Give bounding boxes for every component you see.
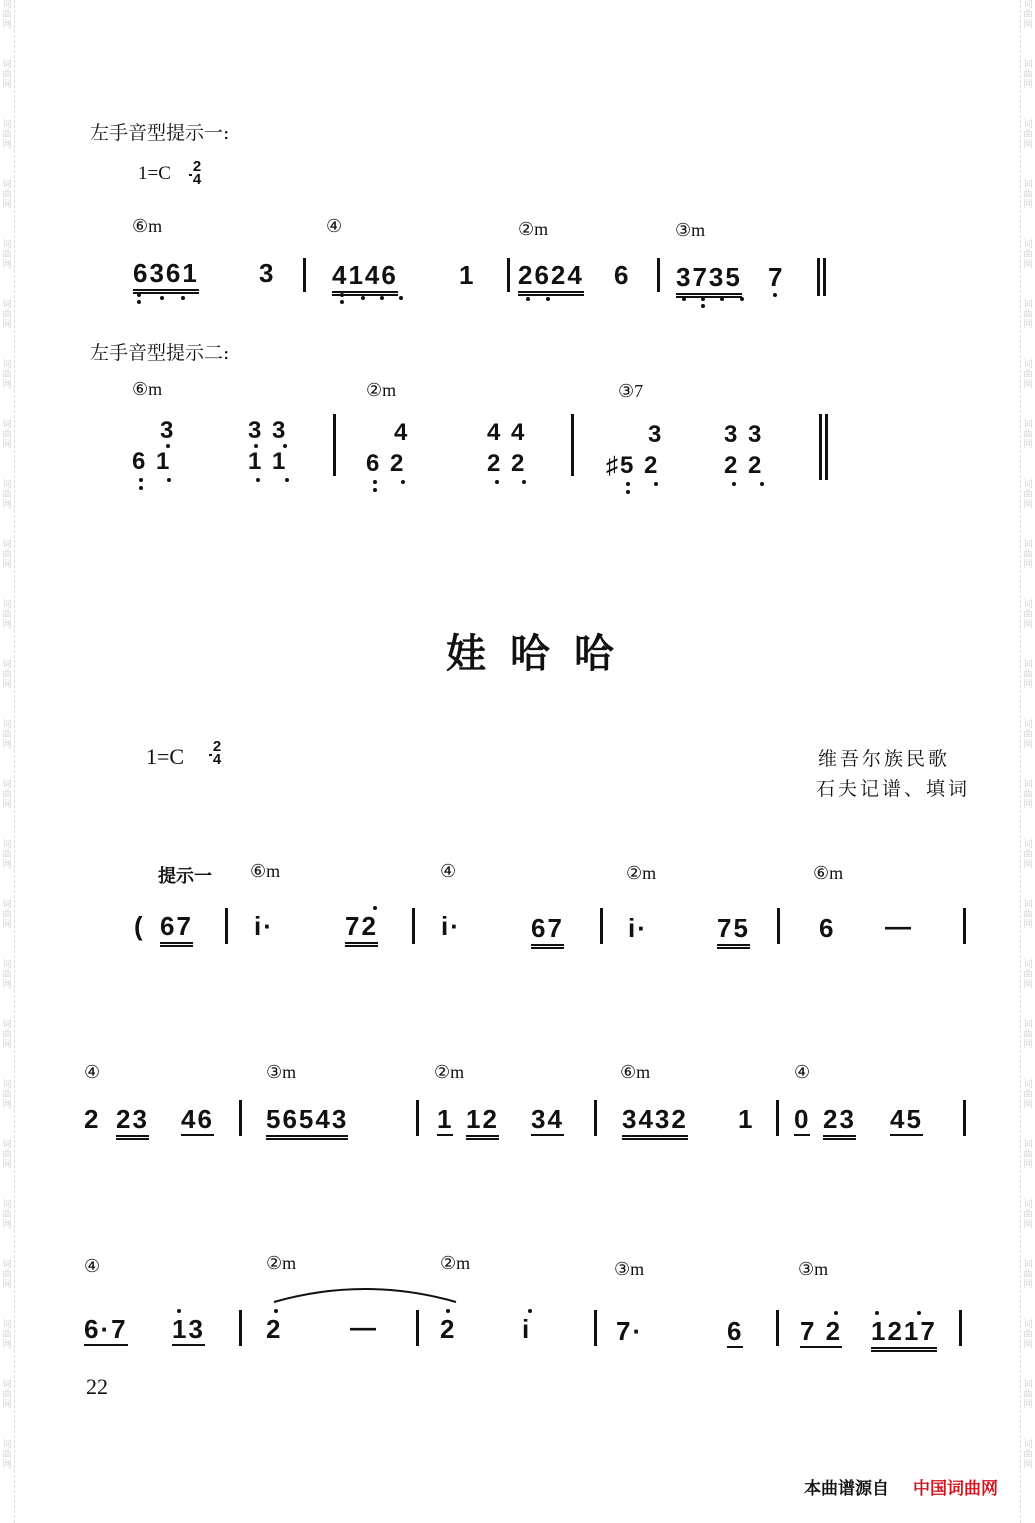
time-bottom: 4 bbox=[212, 751, 222, 768]
final-barline-thin bbox=[817, 258, 820, 296]
song-title: 娃哈哈 bbox=[446, 630, 638, 677]
chord-symbol: ⑥m bbox=[250, 861, 281, 881]
watermark-text: 词 曲 网 bbox=[2, 360, 12, 390]
barline bbox=[225, 908, 228, 944]
chord-symbol: ③m bbox=[798, 1259, 829, 1279]
chord-symbol: ⑥m bbox=[132, 379, 163, 399]
watermark-text: 词 曲 网 bbox=[1023, 540, 1033, 570]
chord-symbol: ③7 bbox=[618, 381, 644, 401]
song-time-signature bbox=[209, 740, 225, 766]
barline bbox=[776, 1310, 779, 1346]
hint-one-label: 左手音型提示一: bbox=[90, 122, 230, 144]
chord-symbol: ③m bbox=[614, 1259, 645, 1279]
final-barline-thick bbox=[823, 258, 826, 296]
watermark-text: 词 曲 网 bbox=[1023, 420, 1033, 450]
note: i· bbox=[254, 911, 274, 941]
chord-symbol: ②m bbox=[366, 380, 397, 400]
note-group: 46 bbox=[181, 1104, 214, 1134]
prompt-label: 提示一 bbox=[158, 866, 212, 887]
watermark-text: 词 曲 网 bbox=[2, 180, 12, 210]
watermark-text: 词 曲 网 bbox=[1023, 1380, 1033, 1410]
watermark-text: 词 曲 网 bbox=[1023, 1320, 1033, 1350]
barline bbox=[239, 1310, 242, 1346]
time-top: 2 bbox=[212, 738, 222, 755]
watermark-text: 词 曲 网 bbox=[1023, 1260, 1033, 1290]
note: i· bbox=[441, 911, 461, 941]
watermark-text: 词 曲 网 bbox=[2, 600, 12, 630]
note: 6 bbox=[727, 1316, 744, 1346]
barline bbox=[239, 1100, 242, 1136]
watermark-text: 词 曲 网 bbox=[1023, 480, 1033, 510]
watermark-text: 词 曲 网 bbox=[1023, 1140, 1033, 1170]
chord-bottom-note: 1 1 bbox=[248, 448, 288, 475]
chord-top-note: 3 bbox=[648, 421, 664, 448]
chord-symbol: ⑥m bbox=[813, 863, 844, 883]
chord-top-note: 3 bbox=[160, 417, 176, 444]
watermark-text: 词 曲 网 bbox=[2, 300, 12, 330]
note-group: 1217 bbox=[871, 1316, 937, 1352]
watermark-text: 词 曲 网 bbox=[2, 60, 12, 90]
watermark-text: 词 曲 网 bbox=[1023, 960, 1033, 990]
footer-site-name: 中国词曲网 bbox=[913, 1479, 998, 1499]
chord-symbol: ⑥m bbox=[620, 1062, 651, 1082]
note: 3 bbox=[259, 258, 276, 288]
chord-symbol: ③m bbox=[266, 1062, 297, 1082]
note-group: 3432 bbox=[622, 1104, 688, 1140]
watermark-text: 词 曲 网 bbox=[2, 240, 12, 270]
note: 2 bbox=[84, 1104, 101, 1134]
hint-one-key: 1=C bbox=[138, 163, 171, 184]
time-bottom: 4 bbox=[192, 171, 202, 188]
note-group: 7 2 bbox=[800, 1316, 843, 1346]
chord-top-note: 3 3 bbox=[248, 417, 288, 444]
note-group: 67 bbox=[160, 911, 193, 947]
sustain-dash: — bbox=[885, 911, 913, 941]
watermark-text: 词 曲 网 bbox=[2, 1140, 12, 1170]
barline bbox=[776, 1100, 779, 1136]
note: i bbox=[522, 1314, 532, 1344]
watermark-text: 词 曲 网 bbox=[1023, 180, 1033, 210]
note: 6 bbox=[614, 260, 631, 290]
chord-symbol: ②m bbox=[626, 863, 657, 883]
chord-top-note: 4 bbox=[394, 419, 410, 446]
chord-bottom-note: 6 1 bbox=[132, 448, 172, 475]
note-group: 4146 bbox=[332, 260, 398, 296]
watermark-text: 词 曲 网 bbox=[1023, 240, 1033, 270]
watermark-text: 词 曲 网 bbox=[1023, 720, 1033, 750]
watermark-text: 词 曲 网 bbox=[1023, 0, 1033, 30]
watermark-text: 词 曲 网 bbox=[2, 840, 12, 870]
watermark-text: 词 曲 网 bbox=[1023, 360, 1033, 390]
barline bbox=[963, 1100, 966, 1136]
note-group: 23 bbox=[823, 1104, 856, 1140]
barline bbox=[594, 1100, 597, 1136]
watermark-text: 词 曲 网 bbox=[2, 540, 12, 570]
chord-top-note: 3 3 bbox=[724, 421, 764, 448]
watermark-text: 词 曲 网 bbox=[1023, 300, 1033, 330]
hint-one-time-signature bbox=[189, 160, 205, 186]
watermark-text: 词 曲 网 bbox=[2, 1380, 12, 1410]
note-group: 34 bbox=[531, 1104, 564, 1134]
watermark-text: 词 曲 网 bbox=[2, 120, 12, 150]
open-parenthesis: ( bbox=[134, 911, 145, 941]
watermark-text: 词 曲 网 bbox=[2, 480, 12, 510]
song-arranger: 石夫记谱、填词 bbox=[816, 778, 971, 800]
chord-bottom-note: 2 2 bbox=[724, 452, 764, 479]
watermark-text: 词 曲 网 bbox=[1023, 840, 1033, 870]
barline bbox=[959, 1310, 962, 1346]
note: 6 bbox=[819, 913, 836, 943]
note-group: 56543 bbox=[266, 1104, 348, 1140]
watermark-text: 词 曲 网 bbox=[2, 1080, 12, 1110]
watermark-text: 词 曲 网 bbox=[2, 1320, 12, 1350]
watermark-text: 词 曲 网 bbox=[1023, 600, 1033, 630]
note-group: 12 bbox=[466, 1104, 499, 1140]
watermark-text: 词 曲 网 bbox=[1023, 1080, 1033, 1110]
note-group: 67 bbox=[531, 913, 564, 949]
watermark-text: 词 曲 网 bbox=[2, 900, 12, 930]
footer-source-label: 本曲谱源自 bbox=[804, 1479, 889, 1499]
hint-two-label: 左手音型提示二: bbox=[90, 342, 230, 364]
chord-symbol: ③m bbox=[675, 220, 706, 240]
chord-symbol: ②m bbox=[518, 219, 549, 239]
watermark-text: 词 曲 网 bbox=[2, 960, 12, 990]
barline bbox=[600, 908, 603, 944]
watermark-text: 词 曲 网 bbox=[1023, 900, 1033, 930]
watermark-text: 词 曲 网 bbox=[2, 780, 12, 810]
watermark-text: 词 曲 网 bbox=[1023, 660, 1033, 690]
note: 2 bbox=[266, 1314, 283, 1344]
chord-symbol: ②m bbox=[440, 1253, 471, 1273]
barline bbox=[416, 1100, 419, 1136]
barline bbox=[507, 258, 510, 292]
song-key: 1=C bbox=[146, 744, 185, 769]
right-watermark-strip bbox=[1020, 0, 1035, 1523]
note: 1 bbox=[459, 260, 476, 290]
chord-bottom-note: ♯5 2 bbox=[606, 452, 660, 479]
chord-symbol: ②m bbox=[266, 1253, 297, 1273]
watermark-text: 词 曲 网 bbox=[2, 720, 12, 750]
barline bbox=[657, 258, 660, 292]
barline bbox=[571, 414, 574, 476]
chord-symbol: ⑥m bbox=[132, 216, 163, 236]
chord-top-note: 4 4 bbox=[487, 419, 527, 446]
note: 2 bbox=[440, 1314, 457, 1344]
watermark-text: 词 曲 网 bbox=[2, 0, 12, 30]
page-number: 22 bbox=[86, 1374, 108, 1399]
watermark-text: 词 曲 网 bbox=[1023, 780, 1033, 810]
watermark-text: 词 曲 网 bbox=[1023, 120, 1033, 150]
note-group: 13 bbox=[172, 1314, 205, 1344]
song-origin: 维吾尔族民歌 bbox=[818, 748, 951, 770]
watermark-text: 词 曲 网 bbox=[2, 660, 12, 690]
chord-bottom-note: 6 2 bbox=[366, 450, 406, 477]
watermark-text: 词 曲 网 bbox=[2, 1020, 12, 1050]
note: 7 bbox=[768, 262, 785, 292]
barline bbox=[777, 908, 780, 944]
note: 1 bbox=[738, 1104, 755, 1134]
watermark-text: 词 曲 网 bbox=[1023, 60, 1033, 90]
note-group: 3735 bbox=[676, 262, 742, 298]
watermark-text: 词 曲 网 bbox=[1023, 1200, 1033, 1230]
sustain-dash: — bbox=[350, 1312, 378, 1342]
chord-symbol: ④ bbox=[794, 1062, 811, 1082]
note: 0 bbox=[794, 1104, 811, 1134]
note-group: 6361 bbox=[133, 258, 199, 294]
barline bbox=[963, 908, 966, 944]
note-group: 45 bbox=[890, 1104, 923, 1134]
final-barline-thick bbox=[825, 414, 828, 480]
note-group: 6·7 bbox=[84, 1314, 128, 1344]
note-group: 72 bbox=[345, 911, 378, 947]
barline bbox=[333, 414, 336, 476]
watermark-text: 词 曲 网 bbox=[2, 1440, 12, 1470]
left-watermark-strip bbox=[0, 0, 15, 1523]
final-barline-thin bbox=[819, 414, 822, 480]
chord-symbol: ④ bbox=[326, 216, 343, 236]
chord-symbol: ④ bbox=[84, 1256, 101, 1276]
watermark-text: 词 曲 网 bbox=[1023, 1020, 1033, 1050]
barline bbox=[412, 908, 415, 944]
note-group: 23 bbox=[116, 1104, 149, 1140]
barline bbox=[303, 258, 306, 292]
watermark-text: 词 曲 网 bbox=[2, 1200, 12, 1230]
note-group: 75 bbox=[717, 913, 750, 949]
watermark-text: 词 曲 网 bbox=[2, 1260, 12, 1290]
note: i· bbox=[628, 913, 648, 943]
chord-symbol: ④ bbox=[84, 1062, 101, 1082]
time-top: 2 bbox=[192, 158, 202, 175]
barline bbox=[594, 1310, 597, 1346]
chord-symbol: ④ bbox=[440, 861, 457, 881]
tie-arc bbox=[270, 1282, 460, 1306]
chord-symbol: ②m bbox=[434, 1062, 465, 1082]
watermark-text: 词 曲 网 bbox=[1023, 1440, 1033, 1470]
note-group: 2624 bbox=[518, 260, 584, 296]
chord-bottom-note: 2 2 bbox=[487, 450, 527, 477]
watermark-text: 词 曲 网 bbox=[2, 420, 12, 450]
note: 1 bbox=[437, 1104, 454, 1134]
barline bbox=[416, 1310, 419, 1346]
note: 7· bbox=[616, 1316, 644, 1346]
